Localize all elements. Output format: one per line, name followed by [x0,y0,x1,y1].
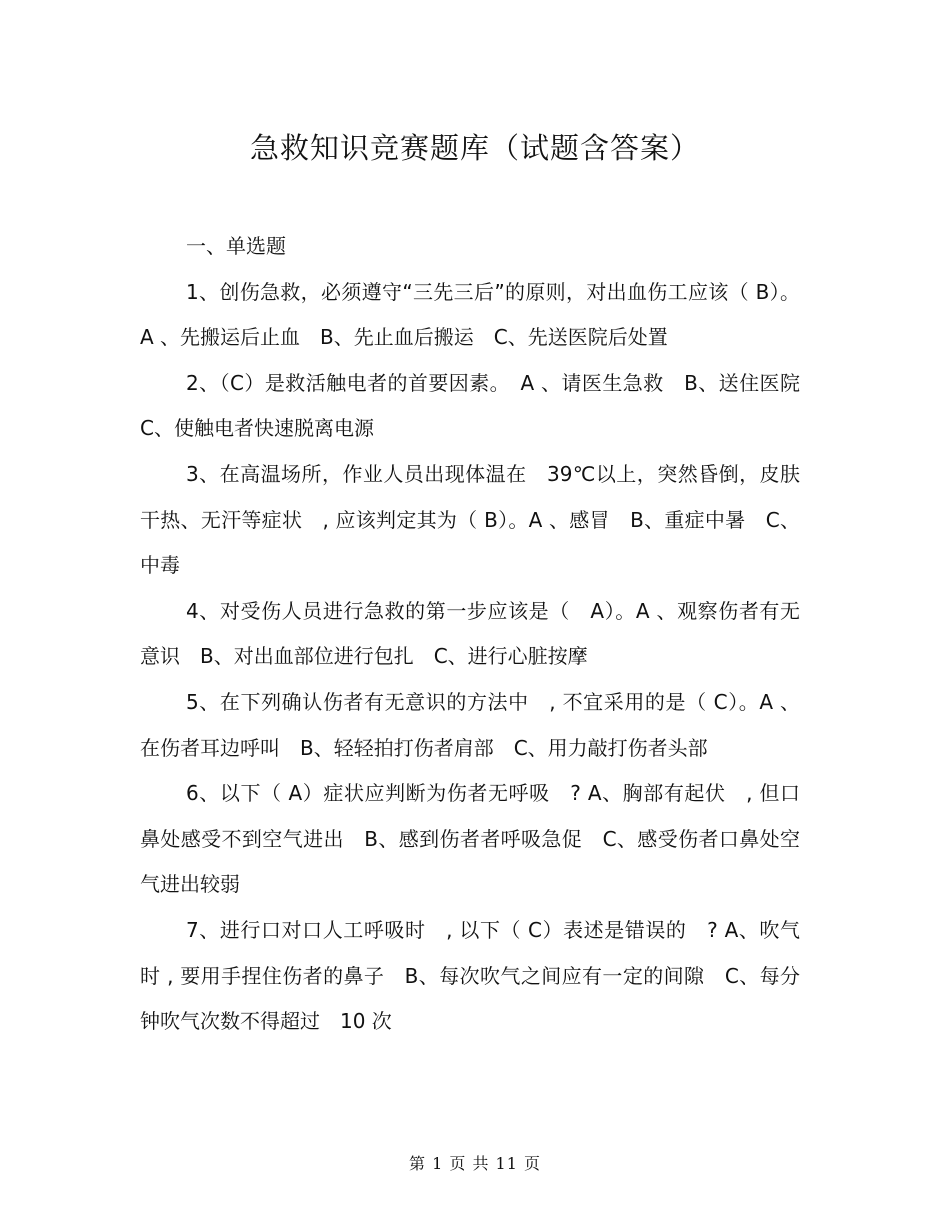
page-title: 急救知识竞赛题库（试题含答案） [249,131,700,165]
question-3: 3、在高温场所，作业人员出现体温在 39℃以上，突然昏倒，皮肤干热、无汗等症状 , 应该判定其为（ B）。A 、感冒 B、重症中暑 C、中毒 [140,461,800,578]
question-6: 6、以下（ A）症状应判断为伤者无呼吸 ? A、胸部有起伏 , 但口鼻处感受不到空气进出 B、感到伤者者呼吸急促 C、感受伤者口鼻处空气进出较弱 [140,781,800,897]
section-heading: 一、单选题 [186,234,286,258]
question-1: 1、创伤急救，必须遵守“三先三后”的原则，对出血伤工应该（ B）。A 、先搬运后止血 B、先止血后搬运 C、先送医院后处置 [140,279,800,350]
question-7: 7、进行口对口人工呼吸时 , 以下（ C）表述是错误的 ? A、吹气时 , 要用手捏住伤者的鼻子 B、每次吹气之间应有一定的间隙 C、每分钟吹气次数不得超过 10 次 [140,917,800,1034]
question-4: 4、对受伤人员进行急救的第一步应该是（ A）。A 、观察伤者有无意识 B、对出血部位进行包扎 C、进行心脏按摩 [140,598,800,669]
question-2: 2、（C）是救活触电者的首要因素。 A 、请医生急救 B、送住医院 C、使触电者快速脱离电源 [140,370,820,441]
document-body [140,224,820,1045]
question-5: 5、在下列确认伤者有无意识的方法中 , 不宜采用的是（ C）。A 、在伤者耳边呼叫 B、轻轻拍打伤者肩部 C、用力敲打伤者头部 [140,689,800,760]
page-footer: 第 1 页 共 11 页 [409,1154,541,1173]
